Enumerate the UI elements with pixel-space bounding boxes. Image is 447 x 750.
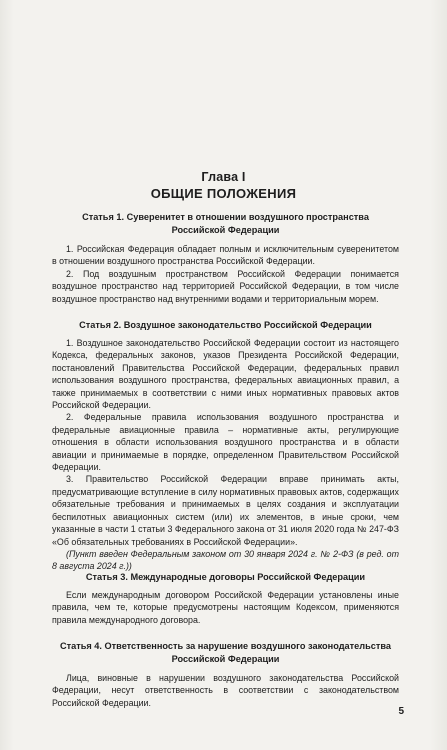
article-2-amendment-note: (Пункт введен Федеральным законом от 30 января 2024 г. № 2-ФЗ (в ред. от 8 августа 2024 г.)) bbox=[52, 548, 399, 572]
article-4-heading-line1: Статья 4. Ответственность за нарушение воздушного законодательства bbox=[60, 641, 391, 651]
article-2-paragraph-3: 3. Правительство Российской Федерации вправе принимать акты, предусматривающие вступление в силу нормативных правовых актов, содержащих обязательные требования и принимаемых в целях создания и эксплуатации беспилотных авиационных систем (или) их элементов, в иные сроки, чем указанные в части 1 статьи 3 Федерального закона от 31 июля 2020 года № 247-ФЗ «Об обязательных требованиях в Российской Федерации». bbox=[52, 474, 399, 547]
chapter-title: Глава I bbox=[201, 170, 246, 184]
article-3-heading: Статья 3. Международные договоры Российской Федерации bbox=[85, 572, 366, 582]
article-1-heading-line1: Статья 1. Суверенитет в отношении воздушного пространства bbox=[82, 212, 369, 222]
article-3 bbox=[52, 571, 399, 626]
article-2 bbox=[52, 319, 399, 573]
article-1 bbox=[52, 211, 399, 305]
article-4 bbox=[52, 640, 399, 709]
article-1-heading-line2: Российской Федерации bbox=[171, 225, 280, 235]
article-3-paragraph-1: Если международным договором Российской Федерации установлены иные правила, чем те, которые предусмотрены настоящим Кодексом, применяются правила международного договора. bbox=[52, 590, 399, 625]
chapter-subtitle: ОБЩИЕ ПОЛОЖЕНИЯ bbox=[150, 186, 297, 201]
article-2-paragraph-1: 1. Воздушное законодательство Российской Федерации состоит из настоящего Кодекса, федеральных законов, указов Президента Российской Федерации, постановлений Правительства Российской Федерации, федеральных правил использования воздушного пространства, федеральных авиационных правил, а также принимаемых в соответствии с ними иных нормативных правовых актов Российской Федерации. bbox=[52, 338, 399, 411]
article-2-paragraph-2: 2. Федеральные правила использования воздушного пространства и федеральные авиационные правила – нормативные акты, регулирующие отношения в области использования воздушного пространства и в области авиации и принимаемые в порядке, определенном Правительством Российской Федерации. bbox=[52, 412, 399, 473]
article-1-paragraph-2: 2. Под воздушным пространством Российской Федерации понимается воздушное пространство над территорией Российской Федерации, в том числе воздушное пространство над внутренними водами и территориальным морем. bbox=[52, 268, 399, 304]
article-1-paragraph-1: 1. Российская Федерация обладает полным и исключительным суверенитетом в отношении воздушного пространства Российской Федерации. bbox=[52, 244, 399, 267]
article-4-paragraph-1: Лица, виновные в нарушении воздушного законодательства Российской Федерации, несут ответственность в соответствии с законодательством Российской Федерации. bbox=[52, 673, 399, 708]
article-4-heading-line2: Российской Федерации bbox=[171, 654, 280, 664]
article-2-heading: Статья 2. Воздушное законодательство Российской Федерации bbox=[79, 320, 372, 330]
page-number: 5 bbox=[398, 706, 404, 717]
